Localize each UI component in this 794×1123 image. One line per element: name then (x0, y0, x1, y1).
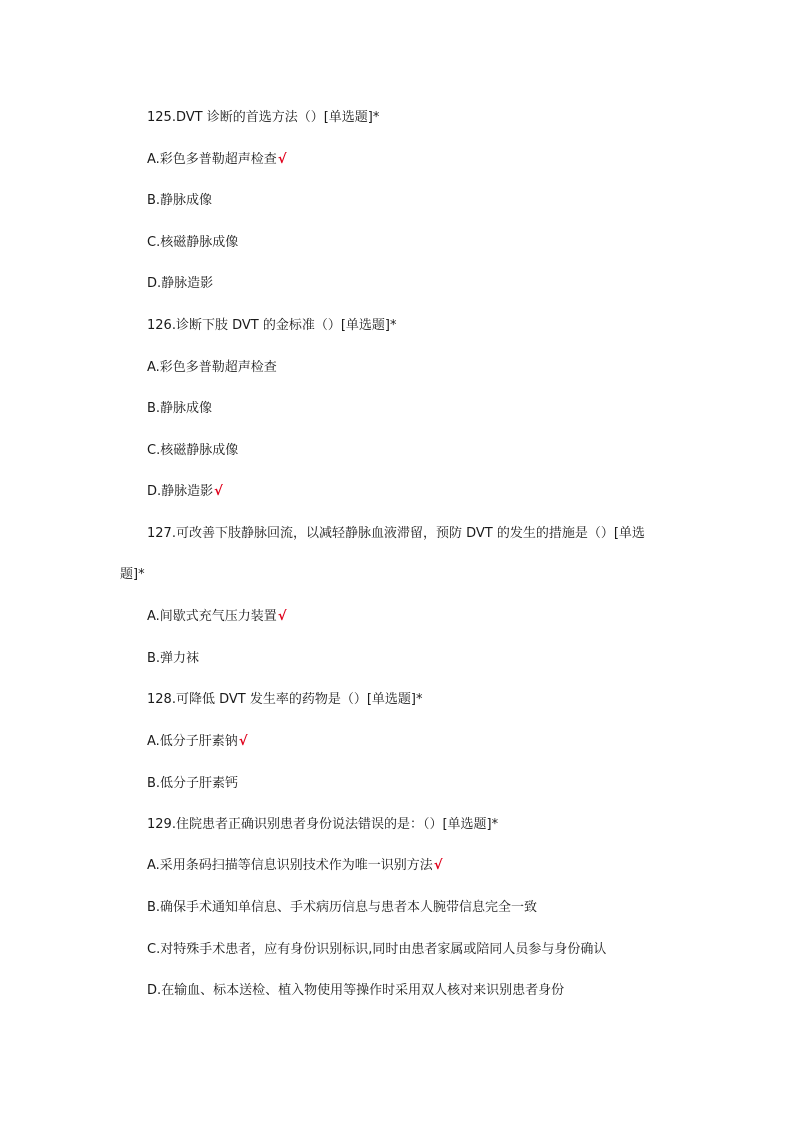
question-127-stem-continuation: 题]* (120, 567, 145, 582)
option-text: A.间歇式充气压力装置 (147, 609, 277, 624)
question-129-option-b: B.确保手术通知单信息、手术病历信息与患者本人腕带信息完全一致 (147, 900, 538, 915)
question-125-option-b: B.静脉成像 (147, 193, 213, 208)
question-129-stem: 129.住院患者正确识别患者身份说法错误的是：（）[单选题]* (147, 817, 499, 832)
option-text: A.彩色多普勒超声检查 (147, 152, 277, 167)
question-128-stem: 128.可降低 DVT 发生率的药物是（）[单选题]* (147, 692, 423, 707)
question-125-stem: 125.DVT 诊断的首选方法（）[单选题]* (147, 110, 380, 125)
question-125-option-d: D.静脉造影 (147, 276, 214, 291)
question-125-option-c: C.核磁静脉成像 (147, 235, 239, 250)
question-129-option-c: C.对特殊手术患者，应有身份识别标识,同时由患者家属或陪同人员参与身份确认 (147, 942, 607, 957)
correct-check-icon: √ (277, 609, 287, 624)
correct-check-icon: √ (433, 858, 443, 873)
question-125-option-a (147, 151, 286, 169)
correct-check-icon: √ (238, 734, 248, 749)
correct-check-icon: √ (214, 484, 223, 499)
question-126-option-c: C.核磁静脉成像 (147, 443, 239, 458)
question-126-option-a: A.彩色多普勒超声检查 (147, 360, 277, 375)
question-129-option-d: D.在输血、标本送检、植入物使用等操作时采用双人核对来识别患者身份 (147, 983, 565, 998)
question-129-option-a (147, 857, 442, 875)
question-127-option-a (147, 608, 286, 626)
question-127-stem: 127.可改善下肢静脉回流，以减轻静脉血液滞留，预防 DVT 的发生的措施是（）[单选 (147, 526, 645, 541)
question-126-option-b: B.静脉成像 (147, 401, 213, 416)
question-127-option-b: B.弹力袜 (147, 651, 200, 666)
question-126-option-d (147, 483, 223, 501)
question-128-option-b: B.低分子肝素钙 (147, 776, 239, 791)
question-128-option-a (147, 733, 247, 751)
correct-check-icon: √ (277, 152, 287, 167)
option-text: A.采用条码扫描等信息识别技术作为唯一识别方法 (147, 858, 433, 873)
option-text: A.低分子肝素钠 (147, 734, 238, 749)
option-text: D.静脉造影 (147, 484, 214, 499)
question-126-stem: 126.诊断下肢 DVT 的金标准（）[单选题]* (147, 318, 397, 333)
